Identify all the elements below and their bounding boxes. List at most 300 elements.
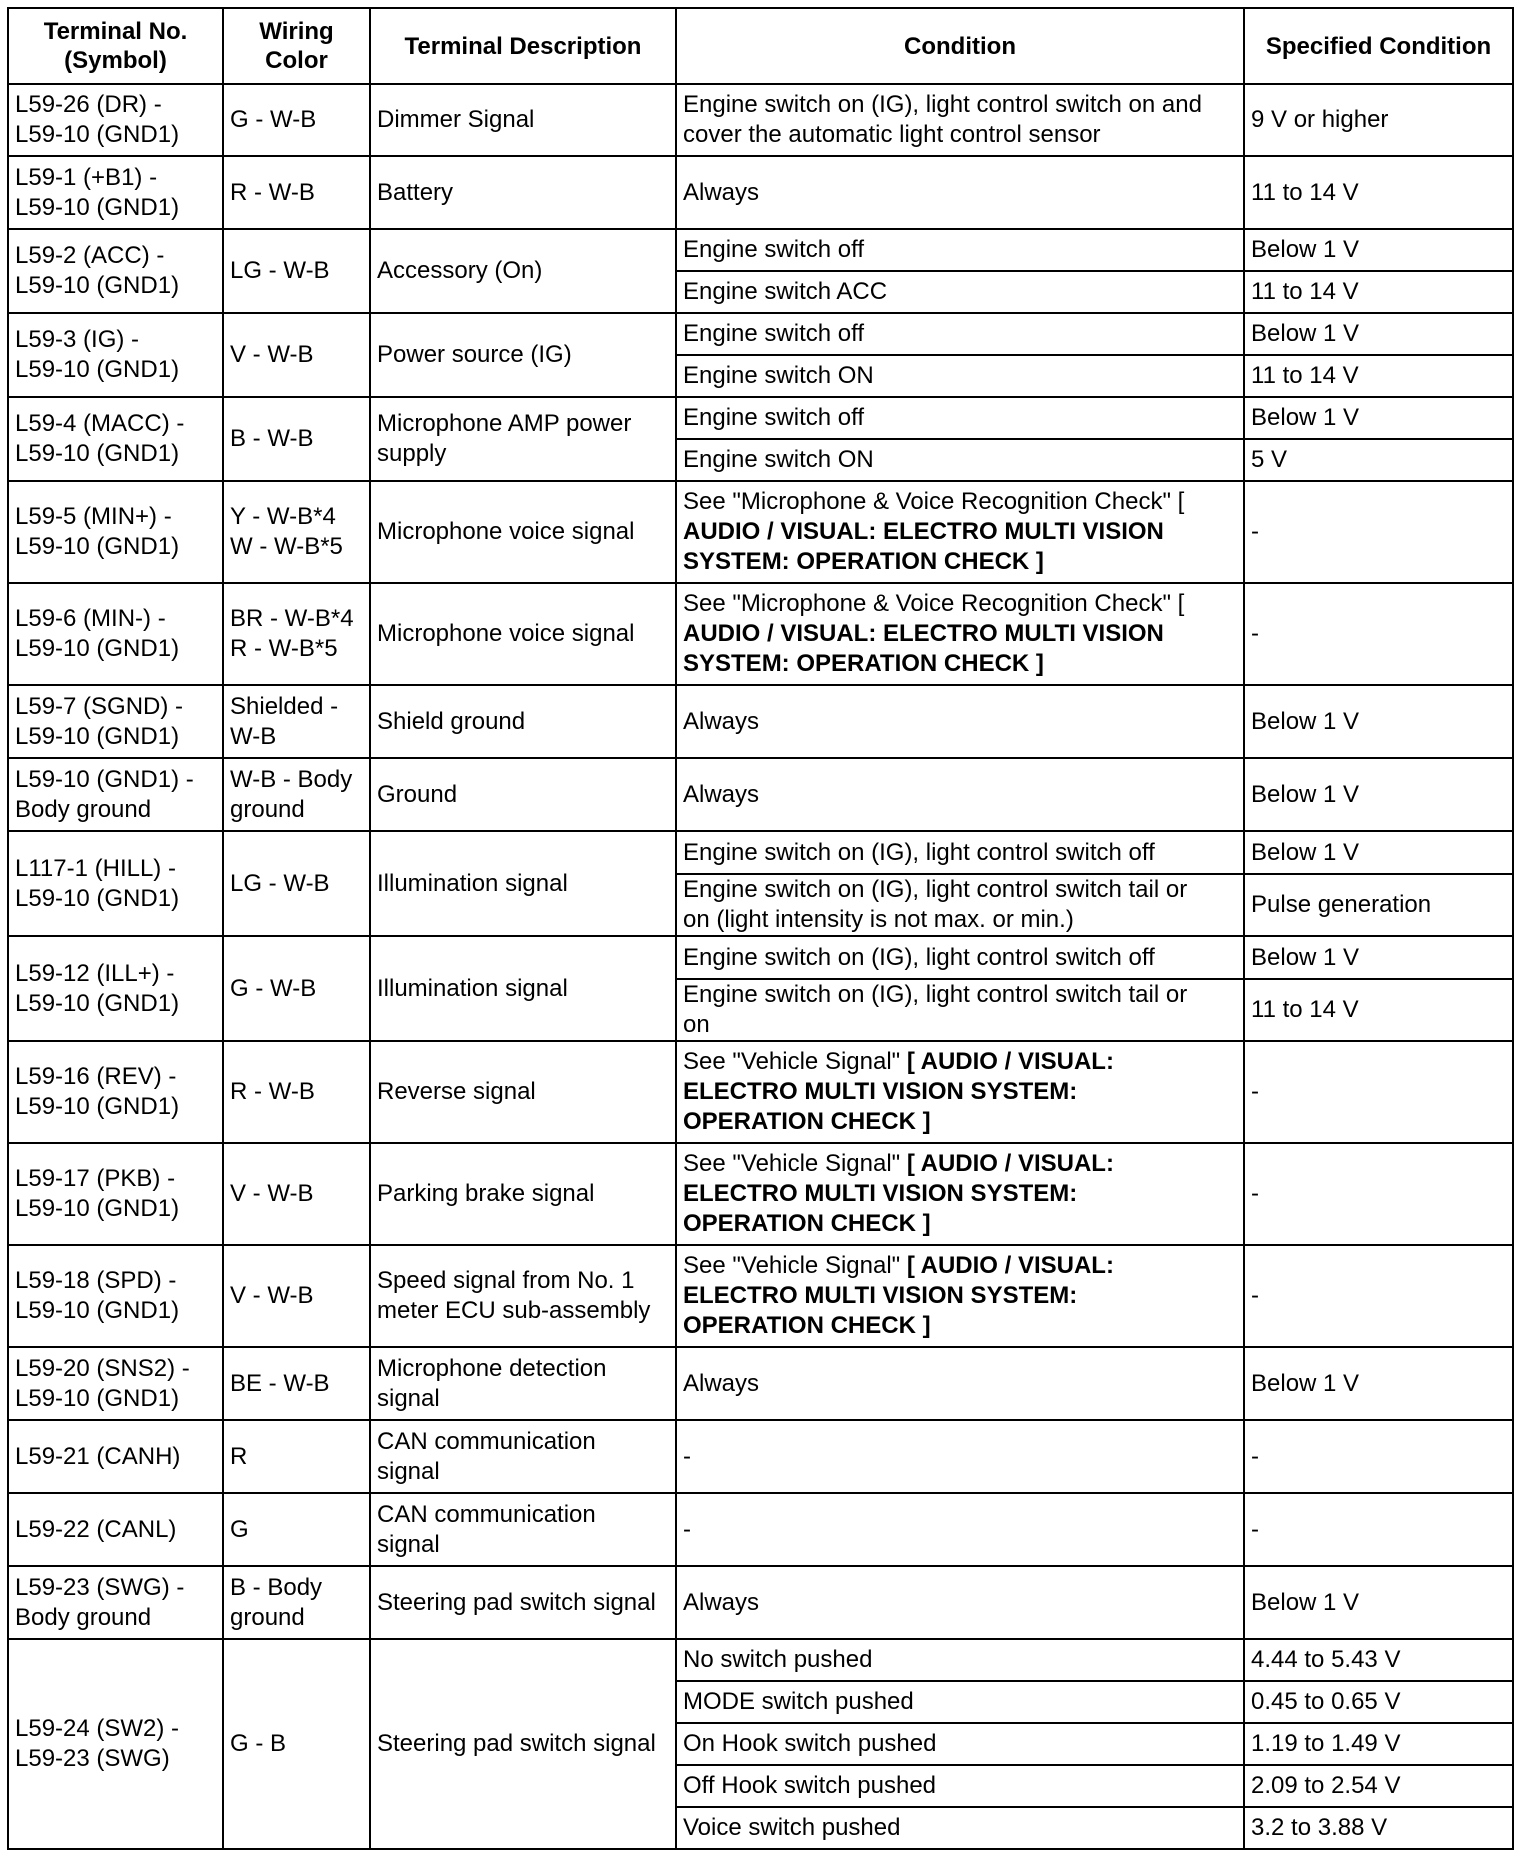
wiring-line: LG - W-B [230,869,330,897]
table-row [8,758,1513,831]
reference-link-text: OPERATION CHECK ] [683,1108,931,1135]
specified-condition-cell: 1.19 to 1.49 V [1244,1723,1513,1765]
table-row [8,229,1513,271]
wiring-line: ground [230,795,305,823]
wiring-line: Shielded - [230,692,339,720]
wiring-color-cell [223,1493,370,1566]
condition-cell [676,271,1244,313]
wiring-line: W-B [230,722,277,750]
condition-line [683,178,1237,208]
description-cell [370,229,676,313]
wiring-line: ground [230,1603,305,1631]
description-cell [370,481,676,583]
description-line: Ground [377,780,458,808]
wiring-color-cell [223,831,370,936]
wiring-line: V - W-B [230,341,314,368]
description-line: signal [377,1384,440,1412]
wiring-line: G - B [230,1730,287,1757]
condition-line [683,90,1237,120]
specified-condition-cell: 11 to 14 V [1244,355,1513,397]
wiring-line: R - W-B*5 [230,635,338,662]
specified-condition-cell: Below 1 V [1244,397,1513,439]
condition-line [683,487,1237,517]
condition-cell [676,1347,1244,1420]
table-row [8,936,1513,979]
condition-cell [676,1639,1244,1681]
condition-cell [676,84,1244,156]
description-cell [370,1347,676,1420]
condition-line [683,1149,1237,1179]
wiring-line: R - W-B [230,178,315,206]
condition-line [683,1515,1237,1545]
condition-cell [676,1420,1244,1493]
table-row [8,1493,1513,1566]
condition-line [683,707,1237,737]
condition-text: Engine switch on (IG), light control switch tail or [683,981,1188,1008]
condition-text: See "Vehicle Signal" [683,1048,901,1075]
specified-condition-cell: Below 1 V [1244,758,1513,831]
wiring-color-cell [223,583,370,685]
reference-link-text: AUDIO / VISUAL: ELECTRO MULTI VISION [683,518,1164,545]
specified-condition-cell: 11 to 14 V [1244,271,1513,313]
header-row [8,8,1513,84]
condition-cell [676,229,1244,271]
wiring-color-cell [223,1566,370,1639]
specified-condition-cell: Below 1 V [1244,685,1513,758]
description-line: meter ECU sub-assembly [377,1297,651,1324]
reference-link-text: ELECTRO MULTI VISION SYSTEM: [683,1180,1078,1207]
description-cell [370,84,676,156]
terminal-line: Body ground [15,795,152,823]
description-cell [370,313,676,397]
table-row [8,685,1513,758]
condition-line [683,1251,1237,1281]
wiring-line: W-B - Body [230,765,353,793]
description-line: Microphone detection [377,1354,607,1382]
condition-line [683,589,1237,619]
specified-condition-cell: Pulse generation [1244,874,1513,936]
condition-cell [676,831,1244,874]
condition-text: See "Vehicle Signal" [683,1150,901,1177]
condition-line [683,1442,1237,1472]
wiring-line: W - W-B*5 [230,533,343,560]
wiring-line: R - W-B [230,1078,315,1105]
terminal-cell [8,313,223,397]
condition-text: Always [683,780,760,808]
header-wiring-line: Wiring [259,18,334,45]
description-cell [370,1041,676,1143]
description-line: CAN communication [377,1427,596,1455]
specified-condition-cell: 4.44 to 5.43 V [1244,1639,1513,1681]
table-row [8,583,1513,685]
reference-link-text: SYSTEM: OPERATION CHECK ] [683,650,1044,677]
specified-condition-cell: - [1244,1493,1513,1566]
condition-text: Engine switch off [683,236,864,263]
wiring-color-cell [223,1420,370,1493]
header-terminal-line: Terminal No. [43,18,188,45]
condition-line [683,1588,1237,1618]
terminal-line: L59-20 (SNS2) - [15,1354,190,1382]
condition-text: Engine switch ON [683,362,874,389]
reference-link-text: ELECTRO MULTI VISION SYSTEM: [683,1078,1078,1105]
terminal-line: L59-12 (ILL+) - [15,959,175,987]
condition-line [683,1047,1237,1077]
description-line: Steering pad switch signal [377,1588,656,1616]
table-row [8,1143,1513,1245]
terminal-line: L59-4 (MACC) - [15,410,185,437]
terminal-cell [8,397,223,481]
condition-text: Engine switch ON [683,446,874,473]
terminal-line: L59-10 (GND1) [15,121,180,148]
terminal-line: L59-10 (GND1) [15,440,180,467]
wiring-line: LG - W-B [230,257,330,284]
condition-text: Engine switch on (IG), light control switch off [683,943,1155,971]
terminal-line: L59-3 (IG) - [15,326,140,353]
condition-line [683,1010,1237,1040]
terminal-line: L59-10 (GND1) [15,1093,180,1120]
condition-cell [676,355,1244,397]
header-specified-condition: Specified Condition [1244,8,1513,84]
wiring-line: G - W-B [230,106,317,133]
terminal-cell [8,229,223,313]
specified-condition-cell: - [1244,481,1513,583]
table-row [8,1245,1513,1347]
terminal-line: L59-10 (GND1) [15,1195,180,1222]
terminal-line: L59-10 (GND1) [15,356,180,383]
condition-line [683,277,1237,307]
condition-cell [676,979,1244,1041]
condition-line [683,1369,1237,1399]
wiring-line: BR - W-B*4 [230,605,354,632]
terminal-cell [8,1493,223,1566]
table-row [8,313,1513,355]
condition-text: Engine switch on (IG), light control switch on and [683,91,1202,118]
wiring-color-cell [223,156,370,229]
table-row [8,1566,1513,1639]
terminal-cell [8,1143,223,1245]
table-row [8,481,1513,583]
terminal-line: L59-5 (MIN+) - [15,503,172,530]
terminal-line: Body ground [15,1603,152,1631]
specified-condition-cell: Below 1 V [1244,1347,1513,1420]
terminal-cell [8,831,223,936]
specified-condition-cell: Below 1 V [1244,936,1513,979]
terminal-cell [8,1245,223,1347]
condition-line [683,875,1237,905]
terminal-line: L59-23 (SWG) [15,1745,170,1772]
reference-link-text: OPERATION CHECK ] [683,1210,931,1237]
terminal-cell [8,936,223,1041]
specified-condition-cell: 11 to 14 V [1244,156,1513,229]
wiring-color-cell [223,1347,370,1420]
wiring-color-cell [223,1639,370,1849]
description-cell [370,156,676,229]
table-row [8,1420,1513,1493]
terminal-cell [8,1639,223,1849]
wiring-line: B - Body [230,1573,323,1601]
description-cell [370,1143,676,1245]
condition-cell [676,313,1244,355]
terminal-line: L59-10 (GND1) [15,1297,180,1324]
condition-line [683,319,1237,349]
condition-text: See "Microphone & Voice Recognition Check" [ [683,590,1185,617]
specified-condition-cell: Below 1 V [1244,313,1513,355]
condition-text: On Hook switch pushed [683,1730,937,1757]
description-cell [370,397,676,481]
terminal-cell [8,481,223,583]
header-terminal-line: (Symbol) [64,47,167,74]
condition-text: Engine switch on (IG), light control switch tail or [683,876,1188,903]
table-row [8,831,1513,874]
specified-condition-cell: 5 V [1244,439,1513,481]
terminal-cell [8,1041,223,1143]
condition-text: Off Hook switch pushed [683,1772,937,1799]
wiring-color-cell [223,313,370,397]
terminal-line: L59-10 (GND1) [15,884,180,912]
terminal-cell [8,1347,223,1420]
reference-link-text: [ AUDIO / VISUAL: [900,1252,1114,1279]
terminal-cell [8,583,223,685]
condition-line [683,1645,1237,1675]
table-row [8,84,1513,156]
terminal-line: L59-10 (GND1) - [15,765,194,793]
wiring-color-cell [223,1143,370,1245]
description-line: Battery [377,178,454,206]
description-line: signal [377,1457,440,1485]
header-condition: Condition [676,8,1244,84]
condition-line [683,235,1237,265]
description-cell [370,583,676,685]
terminal-cell [8,1420,223,1493]
wiring-line: B - W-B [230,425,314,452]
reference-link-text: [ AUDIO / VISUAL: [900,1048,1114,1075]
description-line: CAN communication [377,1500,596,1528]
condition-cell [676,685,1244,758]
description-line: Microphone AMP power [377,410,632,437]
condition-text: Engine switch ACC [683,278,888,305]
condition-cell [676,1143,1244,1245]
condition-line [683,1813,1237,1843]
header-description: Terminal Description [370,8,676,84]
wiring-color-cell [223,1041,370,1143]
wiring-line: R [230,1442,248,1470]
terminal-line: L59-22 (CANL) [15,1515,177,1543]
description-line: Dimmer Signal [377,106,535,133]
reference-link-text: SYSTEM: OPERATION CHECK ] [683,548,1044,575]
specified-condition-cell: - [1244,1041,1513,1143]
condition-line [683,838,1237,868]
condition-cell [676,758,1244,831]
terminal-line: L117-1 (HILL) - [15,854,176,882]
condition-text: Always [683,1369,760,1397]
table-row [8,156,1513,229]
condition-text: Engine switch off [683,320,864,347]
description-line: Speed signal from No. 1 [377,1267,635,1294]
terminal-line: L59-10 (GND1) [15,193,180,221]
condition-text: See "Vehicle Signal" [683,1252,901,1279]
condition-text: cover the automatic light control sensor [683,121,1101,148]
terminal-line: L59-17 (PKB) - [15,1165,176,1192]
terminal-line: L59-10 (GND1) [15,533,180,560]
terminal-cell [8,685,223,758]
condition-cell [676,1807,1244,1849]
specified-condition-cell: 3.2 to 3.88 V [1244,1807,1513,1849]
condition-line [683,980,1237,1010]
description-line: Reverse signal [377,1078,536,1105]
condition-text: Always [683,1588,760,1616]
wiring-color-cell [223,397,370,481]
description-cell [370,1245,676,1347]
reference-link-text: AUDIO / VISUAL: ELECTRO MULTI VISION [683,620,1164,647]
wiring-color-cell [223,685,370,758]
condition-cell [676,156,1244,229]
description-line: Steering pad switch signal [377,1730,656,1757]
terminal-line: L59-10 (GND1) [15,722,180,750]
condition-text: Engine switch off [683,404,864,431]
condition-cell [676,1041,1244,1143]
condition-line [683,1771,1237,1801]
wiring-line: BE - W-B [230,1369,330,1397]
condition-line [683,1687,1237,1717]
description-line: Shield ground [377,707,526,735]
specified-condition-cell: 0.45 to 0.65 V [1244,1681,1513,1723]
condition-cell [676,439,1244,481]
condition-cell [676,1765,1244,1807]
condition-text: Voice switch pushed [683,1814,901,1841]
description-cell [370,685,676,758]
description-cell [370,1639,676,1849]
table-row [8,397,1513,439]
specified-condition-cell: Below 1 V [1244,1566,1513,1639]
condition-text: Always [683,707,760,735]
header-wiring-line: Color [265,47,328,74]
condition-text: See "Microphone & Voice Recognition Check" [ [683,488,1185,515]
terminal-line: L59-10 (GND1) [15,635,180,662]
description-line: Parking brake signal [377,1180,595,1207]
specified-condition-cell: - [1244,1420,1513,1493]
condition-cell [676,1245,1244,1347]
description-cell [370,1566,676,1639]
condition-text: Engine switch on (IG), light control switch off [683,838,1155,866]
condition-line [683,403,1237,433]
terminal-line: L59-16 (REV) - [15,1063,177,1090]
condition-cell [676,583,1244,685]
wiring-color-cell [223,229,370,313]
wiring-color-cell [223,84,370,156]
header-wiring [223,8,370,84]
condition-text: - [683,1442,691,1470]
description-cell [370,831,676,936]
specified-condition-cell: Below 1 V [1244,831,1513,874]
condition-cell [676,936,1244,979]
terminal-table-sheet [7,7,1512,1869]
wiring-color-cell [223,936,370,1041]
condition-line [683,905,1237,935]
description-cell [370,1420,676,1493]
wiring-line: Y - W-B*4 [230,503,336,530]
condition-cell [676,874,1244,936]
table-body [8,84,1513,1849]
terminal-cell [8,84,223,156]
condition-cell [676,1723,1244,1765]
condition-line [683,780,1237,810]
table-row [8,1041,1513,1143]
description-cell [370,1493,676,1566]
condition-line [683,120,1237,150]
condition-line [683,445,1237,475]
terminal-line: L59-2 (ACC) - [15,242,165,269]
terminal-line: L59-7 (SGND) - [15,692,184,720]
condition-text: - [683,1515,691,1543]
terminal-line: L59-18 (SPD) - [15,1267,177,1294]
specified-condition-cell: - [1244,1143,1513,1245]
reference-link-text: [ AUDIO / VISUAL: [900,1150,1114,1177]
reference-link-text: ELECTRO MULTI VISION SYSTEM: [683,1282,1078,1309]
wiring-line: V - W-B [230,1180,314,1207]
condition-line [683,1729,1237,1759]
condition-text: on [683,1011,710,1038]
terminal-cell [8,1566,223,1639]
description-line: supply [377,440,447,467]
description-line: Accessory (On) [377,257,543,284]
terminal-line: L59-24 (SW2) - [15,1715,180,1742]
terminal-line: L59-6 (MIN-) - [15,605,166,632]
condition-text: MODE switch pushed [683,1688,914,1715]
condition-line [683,943,1237,973]
specified-condition-cell: 2.09 to 2.54 V [1244,1765,1513,1807]
terminal-line: L59-26 (DR) - [15,91,162,118]
specified-condition-cell: 9 V or higher [1244,84,1513,156]
condition-cell [676,481,1244,583]
terminal-line: L59-10 (GND1) [15,272,180,299]
table-row [8,1639,1513,1681]
description-line: Microphone voice signal [377,518,635,545]
terminal-line: L59-10 (GND1) [15,989,180,1017]
condition-text: No switch pushed [683,1646,873,1673]
wiring-line: G - W-B [230,974,317,1002]
description-line: Power source (IG) [377,341,572,368]
condition-line [683,361,1237,391]
specified-condition-cell: Below 1 V [1244,229,1513,271]
specified-condition-cell: 11 to 14 V [1244,979,1513,1041]
terminal-cell [8,758,223,831]
condition-cell [676,1566,1244,1639]
terminal-spec-table [7,7,1514,1850]
condition-text: Always [683,178,760,206]
header-terminal [8,8,223,84]
wiring-line: V - W-B [230,1282,314,1309]
description-line: Microphone voice signal [377,620,635,647]
terminal-cell [8,156,223,229]
terminal-line: L59-10 (GND1) [15,1384,180,1412]
table-row [8,1347,1513,1420]
description-line: Illumination signal [377,974,568,1002]
specified-condition-cell: - [1244,583,1513,685]
reference-link-text: OPERATION CHECK ] [683,1312,931,1339]
wiring-color-cell [223,758,370,831]
wiring-color-cell [223,481,370,583]
terminal-line: L59-21 (CANH) [15,1442,181,1470]
specified-condition-cell: - [1244,1245,1513,1347]
condition-cell [676,1493,1244,1566]
condition-cell [676,1681,1244,1723]
description-cell [370,936,676,1041]
wiring-color-cell [223,1245,370,1347]
description-line: signal [377,1530,440,1558]
terminal-line: L59-1 (+B1) - [15,163,158,191]
description-cell [370,758,676,831]
description-line: Illumination signal [377,869,568,897]
